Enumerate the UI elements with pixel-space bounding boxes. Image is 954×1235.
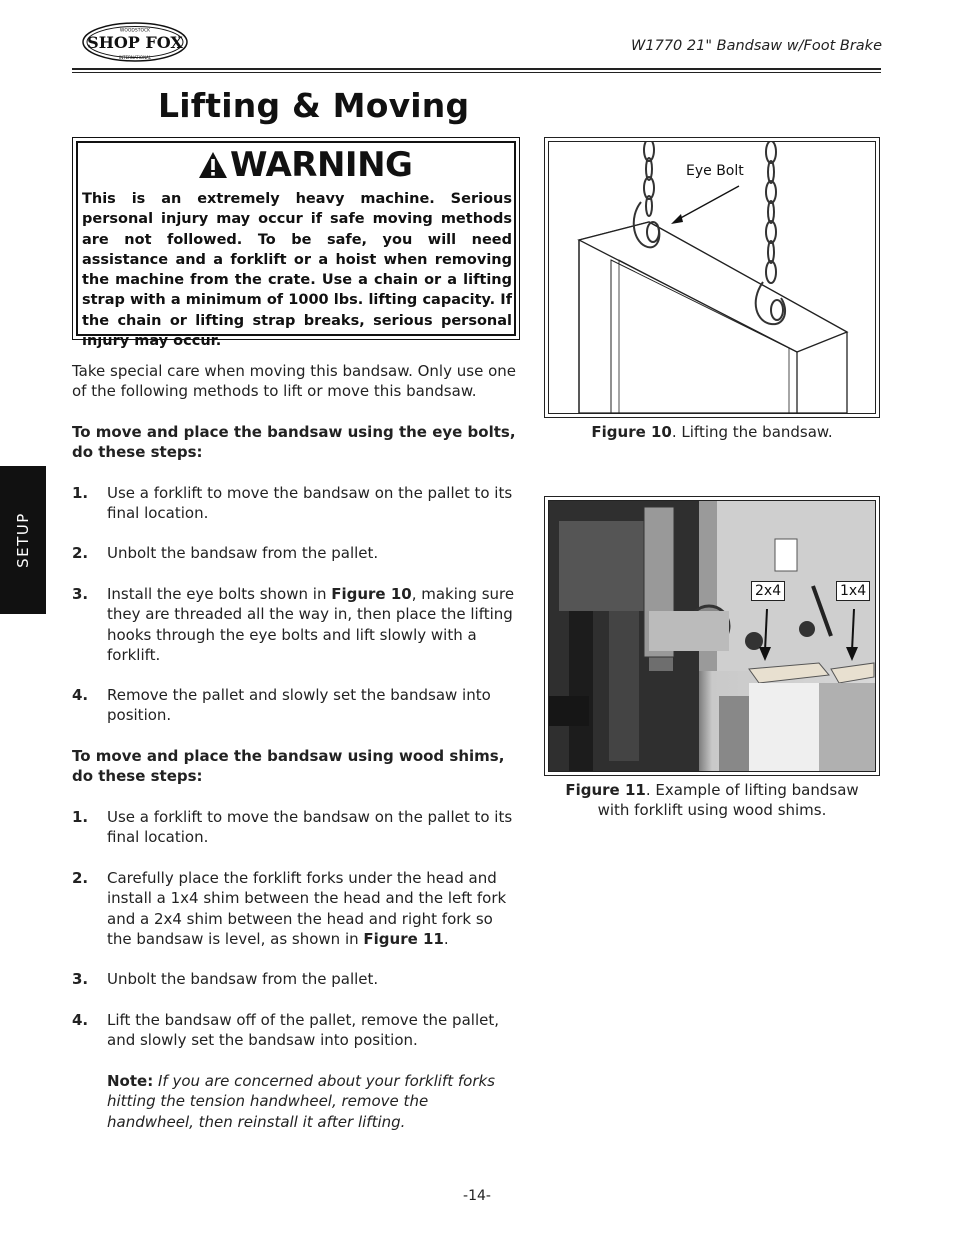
figure-reference: Figure 10 [331, 585, 412, 603]
step-number: 1. [72, 484, 89, 502]
figure-11-label: Figure 11 [565, 781, 646, 799]
step-text: Remove the pallet and slowly set the bandsaw into position. [107, 686, 491, 725]
figure-reference: Figure 11 [363, 929, 444, 948]
header-rule [72, 68, 881, 70]
eye-bolt-step [72, 685, 522, 726]
note-label: Note: [107, 1072, 154, 1090]
logo-ring-bottom: INTERNATIONAL [118, 55, 152, 60]
header-rule-thin [72, 72, 881, 73]
warning-heading-text: WARNING [230, 145, 413, 185]
intro-paragraph: Take special care when moving this bandsaw. Only use one of the following methods to lift or move this bandsaw. [72, 362, 516, 401]
section-tab [0, 466, 46, 614]
section-tab-label: SETUP [14, 512, 32, 568]
shim-1x4-callout: 1x4 [836, 581, 870, 601]
shim-step [72, 868, 522, 949]
step-text: Use a forklift to move the bandsaw on the pallet to its final location. [107, 484, 513, 523]
eye-bolt-step [72, 543, 522, 563]
figure-11-photo [548, 500, 876, 772]
step-number: 4. [72, 1011, 89, 1029]
warning-heading [198, 146, 412, 184]
shim-2x4-callout: 2x4 [751, 581, 785, 601]
shim-step [72, 807, 522, 848]
logo-ring-top: WOODSTOCK [119, 28, 151, 34]
eye-bolt-step [72, 584, 522, 665]
step-text: Unbolt the bandsaw from the pallet. [107, 544, 379, 562]
step-number: 1. [72, 808, 89, 826]
eye-bolt-callout: Eye Bolt [686, 163, 744, 179]
logo-brand: SHOP FOX [87, 33, 183, 52]
shim-heading: To move and place the bandsaw using wood shims, do these steps: [72, 747, 505, 786]
warning-triangle-icon [198, 151, 228, 179]
step-number: 2. [72, 544, 89, 562]
shop-fox-logo [82, 22, 188, 62]
figure-10-label: Figure 10 [591, 423, 672, 441]
note-text: If you are concerned about your forklift forks hitting the tension handwheel, remove the handwheel, then reinstall it after lifting. [107, 1072, 495, 1131]
step-text: Unbolt the bandsaw from the pallet. [107, 970, 379, 988]
page-title: Lifting & Moving [158, 86, 470, 125]
shim-step [72, 969, 522, 989]
step-text: Use a forklift to move the bandsaw on the pallet to its final location. [107, 808, 513, 847]
document-title: W1770 21" Bandsaw w/Foot Brake [631, 38, 882, 54]
eye-bolt-step [72, 483, 522, 524]
step-number: 4. [72, 686, 89, 704]
shim-step [72, 1010, 522, 1051]
step-number: 2. [72, 869, 89, 887]
figure-10-caption: Figure 10. Lifting the bandsaw. [591, 423, 833, 441]
figure-10-illustration [548, 141, 876, 414]
figure-11-caption: Figure 11. Example of lifting bandsaw with forklift using wood shims. [565, 781, 859, 819]
warning-text: This is an extremely heavy machine. Serious personal injury may occur if safe moving methods are not followed. To be safe, you will need assistance and a forklift or a hoist when removing the machine from the crate. Use a chain or a lifting strap with a minimum of 1000 lbs. lifting capacity. If the chain or lifting strap breaks, serious personal injury may occur. [82, 191, 512, 350]
step-text: Lift the bandsaw off of the pallet, remove the pallet, and slowly set the bandsaw into position. [107, 1011, 499, 1050]
page-number: -14- [463, 1188, 491, 1204]
step-text: Install the eye bolts shown in Figure 10, making sure they are threaded all the way in, then place the lifting hooks through the eye bolts and lift slowly with a forklift. [107, 585, 515, 664]
step-number: 3. [72, 585, 89, 603]
note [107, 1071, 507, 1132]
eye-bolt-heading: To move and place the bandsaw using the eye bolts, do these steps: [72, 423, 516, 462]
step-number: 3. [72, 970, 89, 988]
step-text: Carefully place the forklift forks under the head and install a 1x4 shim between the head and the left fork and a 2x4 shim between the head and right fork so the bandsaw is level, as shown in Figure 11. [107, 869, 507, 948]
